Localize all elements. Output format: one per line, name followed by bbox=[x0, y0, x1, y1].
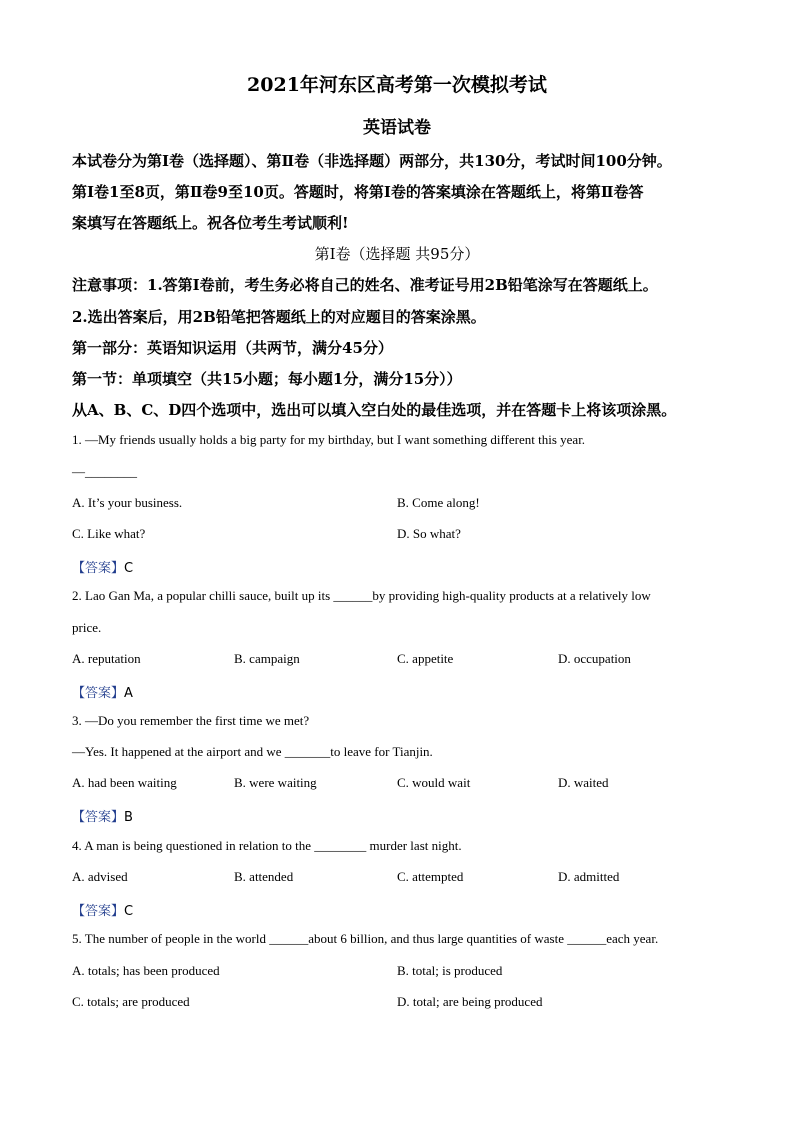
question-1-answer bbox=[72, 557, 133, 576]
section-1-heading: 第一节：单项填空（共15小题；每小题1分，满分15分）） bbox=[72, 370, 462, 388]
question-4-option-c: C. attempted bbox=[397, 869, 464, 884]
question-4-option-d: D. admitted bbox=[558, 869, 620, 884]
question-2-stem: 2. Lao Gan Ma, a popular chilli sauce, built up its ______by providing high-quality products at a relatively low bbox=[72, 588, 651, 603]
question-5-option-d: D. total; are being produced bbox=[397, 994, 543, 1009]
question-3-stem-cont: —Yes. It happened at the airport and we _______to leave for Tianjin. bbox=[72, 744, 433, 759]
question-1-option-d: D. So what? bbox=[397, 526, 461, 541]
question-5-option-b: B. total; is produced bbox=[397, 963, 503, 978]
answer-value: B bbox=[124, 810, 133, 825]
question-1-option-c: C. Like what? bbox=[72, 526, 146, 541]
question-3-option-c: C. would wait bbox=[397, 775, 471, 790]
note-1: 注意事项：1.答第Ⅰ卷前，考生务必将自己的姓名、准考证号用2B铅笔涂写在答题纸上。 bbox=[72, 276, 658, 294]
question-1-stem: 1. —My friends usually holds a big party for my birthday, but I want something different this year. bbox=[72, 432, 586, 447]
question-3-option-a: A. had been waiting bbox=[72, 775, 177, 790]
note-2: 2.选出答案后，用2B铅笔把答题纸上的对应题目的答案涂黑。 bbox=[72, 308, 486, 326]
page-title: 2021年河东区高考第一次模拟考试 bbox=[247, 74, 547, 96]
question-5-option-c: C. totals; are produced bbox=[72, 994, 190, 1009]
question-1-option-b: B. Come along! bbox=[397, 495, 480, 510]
question-3-option-b: B. were waiting bbox=[234, 775, 317, 790]
question-3-option-d: D. waited bbox=[558, 775, 609, 790]
answer-value: C bbox=[124, 561, 134, 576]
answer-value: C bbox=[124, 904, 134, 919]
question-2-option-a: A. reputation bbox=[72, 651, 141, 666]
answer-value: A bbox=[124, 686, 133, 701]
part-title: 第Ⅰ卷（选择题 共95分） bbox=[314, 245, 480, 263]
question-2-option-b: B. campaign bbox=[234, 651, 300, 666]
answer-tag: 【答案】 bbox=[72, 810, 125, 825]
intro-line-2: 第Ⅰ卷1至8页，第Ⅱ卷9至10页。答题时，将第Ⅰ卷的答案填涂在答题纸上，将第Ⅱ卷答 bbox=[72, 183, 644, 201]
question-1-blank: —________ bbox=[72, 464, 137, 479]
question-1-option-a: A. It’s your business. bbox=[72, 495, 183, 510]
answer-tag: 【答案】 bbox=[72, 561, 125, 576]
intro-line-3: 案填写在答题纸上。祝各位考生考试顺利! bbox=[72, 214, 349, 232]
question-4-stem: 4. A man is being questioned in relation to the ________ murder last night. bbox=[72, 838, 462, 853]
question-4-option-b: B. attended bbox=[234, 869, 294, 884]
question-5-stem: 5. The number of people in the world ______about 6 billion, and thus large quantities of waste ______each year. bbox=[72, 931, 659, 946]
question-4-option-a: A. advised bbox=[72, 869, 128, 884]
intro-line-1: 本试卷分为第Ⅰ卷（选择题）、第Ⅱ卷（非选择题）两部分，共130分，考试时间100分钟。 bbox=[72, 152, 672, 170]
question-2-option-c: C. appetite bbox=[397, 651, 454, 666]
answer-tag: 【答案】 bbox=[72, 904, 125, 919]
answer-tag: 【答案】 bbox=[72, 686, 125, 701]
question-5-option-a: A. totals; has been produced bbox=[72, 963, 220, 978]
question-3-answer bbox=[72, 806, 133, 825]
question-4-answer bbox=[72, 900, 133, 919]
question-2-option-d: D. occupation bbox=[558, 651, 631, 666]
page-subtitle: 英语试卷 bbox=[363, 118, 431, 138]
part-1-heading: 第一部分：英语知识运用（共两节，满分45分） bbox=[72, 339, 393, 357]
question-3-stem: 3. —Do you remember the first time we met? bbox=[72, 713, 310, 728]
question-2-stem-cont: price. bbox=[72, 620, 102, 635]
instruction: 从A、B、C、D四个选项中，选出可以填入空白处的最佳选项，并在答题卡上将该项涂黑。 bbox=[72, 401, 677, 419]
question-2-answer bbox=[72, 682, 133, 701]
